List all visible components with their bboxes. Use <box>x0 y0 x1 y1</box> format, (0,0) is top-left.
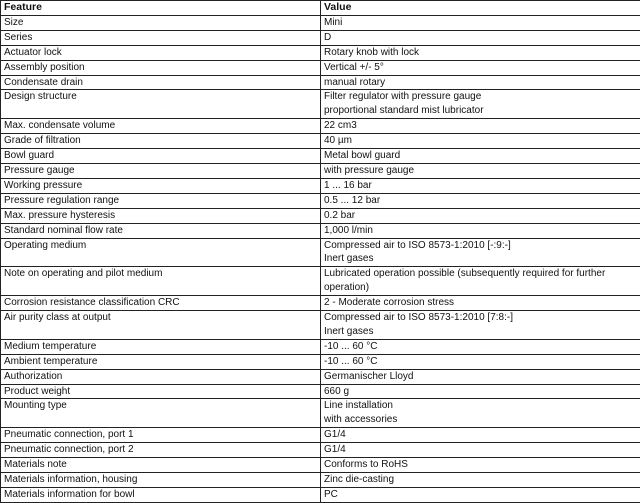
value-line: Compressed air to ISO 8573-1:2010 [-:9:-] <box>324 239 637 253</box>
table-row <box>1 90 640 119</box>
value-cell <box>321 458 640 473</box>
value-cell <box>321 90 640 119</box>
feature-cell: Max. condensate volume <box>1 119 321 134</box>
table-row <box>1 384 640 399</box>
spec-table-body <box>1 15 640 502</box>
table-row <box>1 399 640 428</box>
value-line: 0.2 bar <box>324 209 637 223</box>
feature-cell: Pressure gauge <box>1 163 321 178</box>
feature-cell: Ambient temperature <box>1 354 321 369</box>
feature-cell: Grade of filtration <box>1 134 321 149</box>
value-line: 1 ... 16 bar <box>324 179 637 193</box>
value-line: Vertical +/- 5° <box>324 61 637 75</box>
table-row <box>1 149 640 164</box>
value-cell <box>321 75 640 90</box>
value-line: Rotary knob with lock <box>324 46 637 60</box>
value-line: 660 g <box>324 385 637 399</box>
value-cell <box>321 443 640 458</box>
value-line: Zinc die-casting <box>324 473 637 487</box>
value-cell <box>321 238 640 267</box>
value-cell <box>321 193 640 208</box>
value-cell <box>321 428 640 443</box>
feature-column-header: Feature <box>1 1 321 16</box>
table-row <box>1 238 640 267</box>
value-line: 2 - Moderate corrosion stress <box>324 296 637 310</box>
table-row <box>1 487 640 502</box>
value-line: G1/4 <box>324 428 637 442</box>
value-line: Inert gases <box>324 325 637 339</box>
feature-cell: Series <box>1 30 321 45</box>
feature-cell: Size <box>1 15 321 30</box>
table-row <box>1 339 640 354</box>
table-row <box>1 354 640 369</box>
table-row <box>1 75 640 90</box>
feature-cell: Materials information for bowl <box>1 487 321 502</box>
value-line: Germanischer Lloyd <box>324 370 637 384</box>
table-row <box>1 134 640 149</box>
value-cell <box>321 15 640 30</box>
value-cell <box>321 119 640 134</box>
value-line: Inert gases <box>324 252 637 266</box>
feature-cell: Mounting type <box>1 399 321 428</box>
feature-cell: Product weight <box>1 384 321 399</box>
feature-cell: Air purity class at output <box>1 311 321 340</box>
value-cell <box>321 354 640 369</box>
value-cell <box>321 473 640 488</box>
value-line: -10 ... 60 °C <box>324 355 637 369</box>
value-line: Compressed air to ISO 8573-1:2010 [7:8:-] <box>324 311 637 325</box>
value-line: D <box>324 31 637 45</box>
feature-cell: Corrosion resistance classification CRC <box>1 296 321 311</box>
feature-cell: Pressure regulation range <box>1 193 321 208</box>
value-line: Line installation <box>324 399 637 413</box>
feature-cell: Condensate drain <box>1 75 321 90</box>
feature-cell: Authorization <box>1 369 321 384</box>
value-line: Conforms to RoHS <box>324 458 637 472</box>
value-cell <box>321 339 640 354</box>
table-row <box>1 30 640 45</box>
table-row <box>1 60 640 75</box>
table-row <box>1 473 640 488</box>
value-line: manual rotary <box>324 76 637 90</box>
feature-cell: Materials information, housing <box>1 473 321 488</box>
value-cell <box>321 178 640 193</box>
value-cell <box>321 208 640 223</box>
table-row <box>1 443 640 458</box>
feature-cell: Working pressure <box>1 178 321 193</box>
value-cell <box>321 223 640 238</box>
value-line: Filter regulator with pressure gauge <box>324 90 637 104</box>
value-cell <box>321 134 640 149</box>
value-cell <box>321 60 640 75</box>
value-line: Lubricated operation possible (subsequently required for further operation) <box>324 267 637 295</box>
value-column-header: Value <box>321 1 640 16</box>
value-cell <box>321 384 640 399</box>
value-line: 1,000 l/min <box>324 224 637 238</box>
value-cell <box>321 149 640 164</box>
feature-cell: Note on operating and pilot medium <box>1 267 321 296</box>
value-cell <box>321 163 640 178</box>
feature-cell: Max. pressure hysteresis <box>1 208 321 223</box>
feature-cell: Pneumatic connection, port 2 <box>1 443 321 458</box>
value-cell <box>321 487 640 502</box>
table-row <box>1 369 640 384</box>
table-row <box>1 267 640 296</box>
value-cell <box>321 30 640 45</box>
value-cell <box>321 267 640 296</box>
value-line: G1/4 <box>324 443 637 457</box>
feature-cell: Standard nominal flow rate <box>1 223 321 238</box>
feature-cell: Materials note <box>1 458 321 473</box>
feature-cell: Actuator lock <box>1 45 321 60</box>
table-row <box>1 458 640 473</box>
feature-cell: Operating medium <box>1 238 321 267</box>
table-header-row <box>1 1 640 16</box>
value-line: Metal bowl guard <box>324 149 637 163</box>
value-line: 0.5 ... 12 bar <box>324 194 637 208</box>
feature-cell: Bowl guard <box>1 149 321 164</box>
feature-cell: Pneumatic connection, port 1 <box>1 428 321 443</box>
table-row <box>1 119 640 134</box>
value-line: 40 µm <box>324 134 637 148</box>
table-row <box>1 223 640 238</box>
feature-cell: Design structure <box>1 90 321 119</box>
table-row <box>1 163 640 178</box>
value-line: with accessories <box>324 413 637 427</box>
value-cell <box>321 369 640 384</box>
table-row <box>1 193 640 208</box>
value-line: Mini <box>324 16 637 30</box>
table-row <box>1 15 640 30</box>
table-row <box>1 45 640 60</box>
value-cell <box>321 45 640 60</box>
value-line: PC <box>324 488 637 502</box>
table-row <box>1 311 640 340</box>
table-row <box>1 178 640 193</box>
value-line: with pressure gauge <box>324 164 637 178</box>
value-cell <box>321 296 640 311</box>
table-row <box>1 428 640 443</box>
feature-cell: Medium temperature <box>1 339 321 354</box>
table-row <box>1 296 640 311</box>
value-line: proportional standard mist lubricator <box>324 104 637 118</box>
value-line: -10 ... 60 °C <box>324 340 637 354</box>
value-line: 22 cm3 <box>324 119 637 133</box>
value-cell <box>321 311 640 340</box>
value-cell <box>321 399 640 428</box>
feature-cell: Assembly position <box>1 60 321 75</box>
table-row <box>1 208 640 223</box>
